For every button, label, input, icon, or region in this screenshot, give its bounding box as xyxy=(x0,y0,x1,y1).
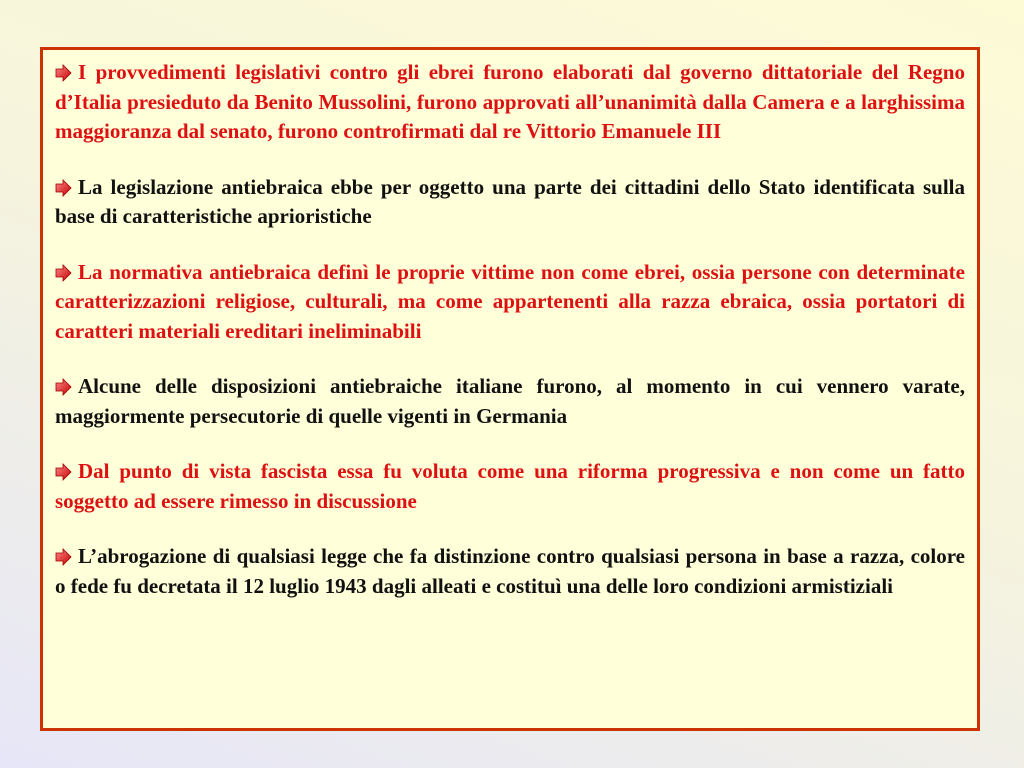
arrow-right-icon xyxy=(55,548,72,566)
bullet-paragraph-2 xyxy=(55,173,965,232)
slide-text-box xyxy=(40,47,980,731)
paragraph-text: Alcune delle disposizioni antiebraiche italiane furono, al momento in cui vennero varate, maggiormente persecutorie di quelle vigenti in Germania xyxy=(55,374,965,428)
paragraph-text: La legislazione antiebraica ebbe per oggetto una parte dei cittadini dello Stato identificata sulla base di caratteristiche aprioristiche xyxy=(55,174,965,228)
bullet-paragraph-6 xyxy=(55,542,965,601)
arrow-right-icon xyxy=(55,378,72,396)
bullet-paragraph-4 xyxy=(55,372,965,431)
arrow-right-icon xyxy=(55,264,72,282)
arrow-right-icon xyxy=(55,179,72,197)
paragraph-text: La normativa antiebraica definì le proprie vittime non come ebrei, ossia persone con determinate caratterizzazioni religiose, culturali, ma come appartenenti alla razza ebraica, ossia portatori di caratteri materiali ereditari ineliminabili xyxy=(55,259,965,343)
paragraph-text: L’abrogazione di qualsiasi legge che fa distinzione contro qualsiasi persona in base a razza, colore o fede fu decretata il 12 luglio 1943 dagli alleati e costituì una delle loro condizioni armistiziali xyxy=(55,544,965,598)
bullet-paragraph-5 xyxy=(55,457,965,516)
bullet-paragraph-1 xyxy=(55,58,965,147)
arrow-right-icon xyxy=(55,463,72,481)
arrow-right-icon xyxy=(55,64,72,82)
paragraph-text: Dal punto di vista fascista essa fu voluta come una riforma progressiva e non come un fatto soggetto ad essere rimesso in discussione xyxy=(55,459,965,513)
bullet-paragraph-3 xyxy=(55,258,965,347)
paragraph-text: I provvedimenti legislativi contro gli ebrei furono elaborati dal governo dittatoriale del Regno d’Italia presieduto da Benito Mussolini, furono approvati all’unanimità dalla Camera e a larghissima maggioranza dal senato, furono controfirmati dal re Vittorio Emanuele III xyxy=(55,60,965,143)
